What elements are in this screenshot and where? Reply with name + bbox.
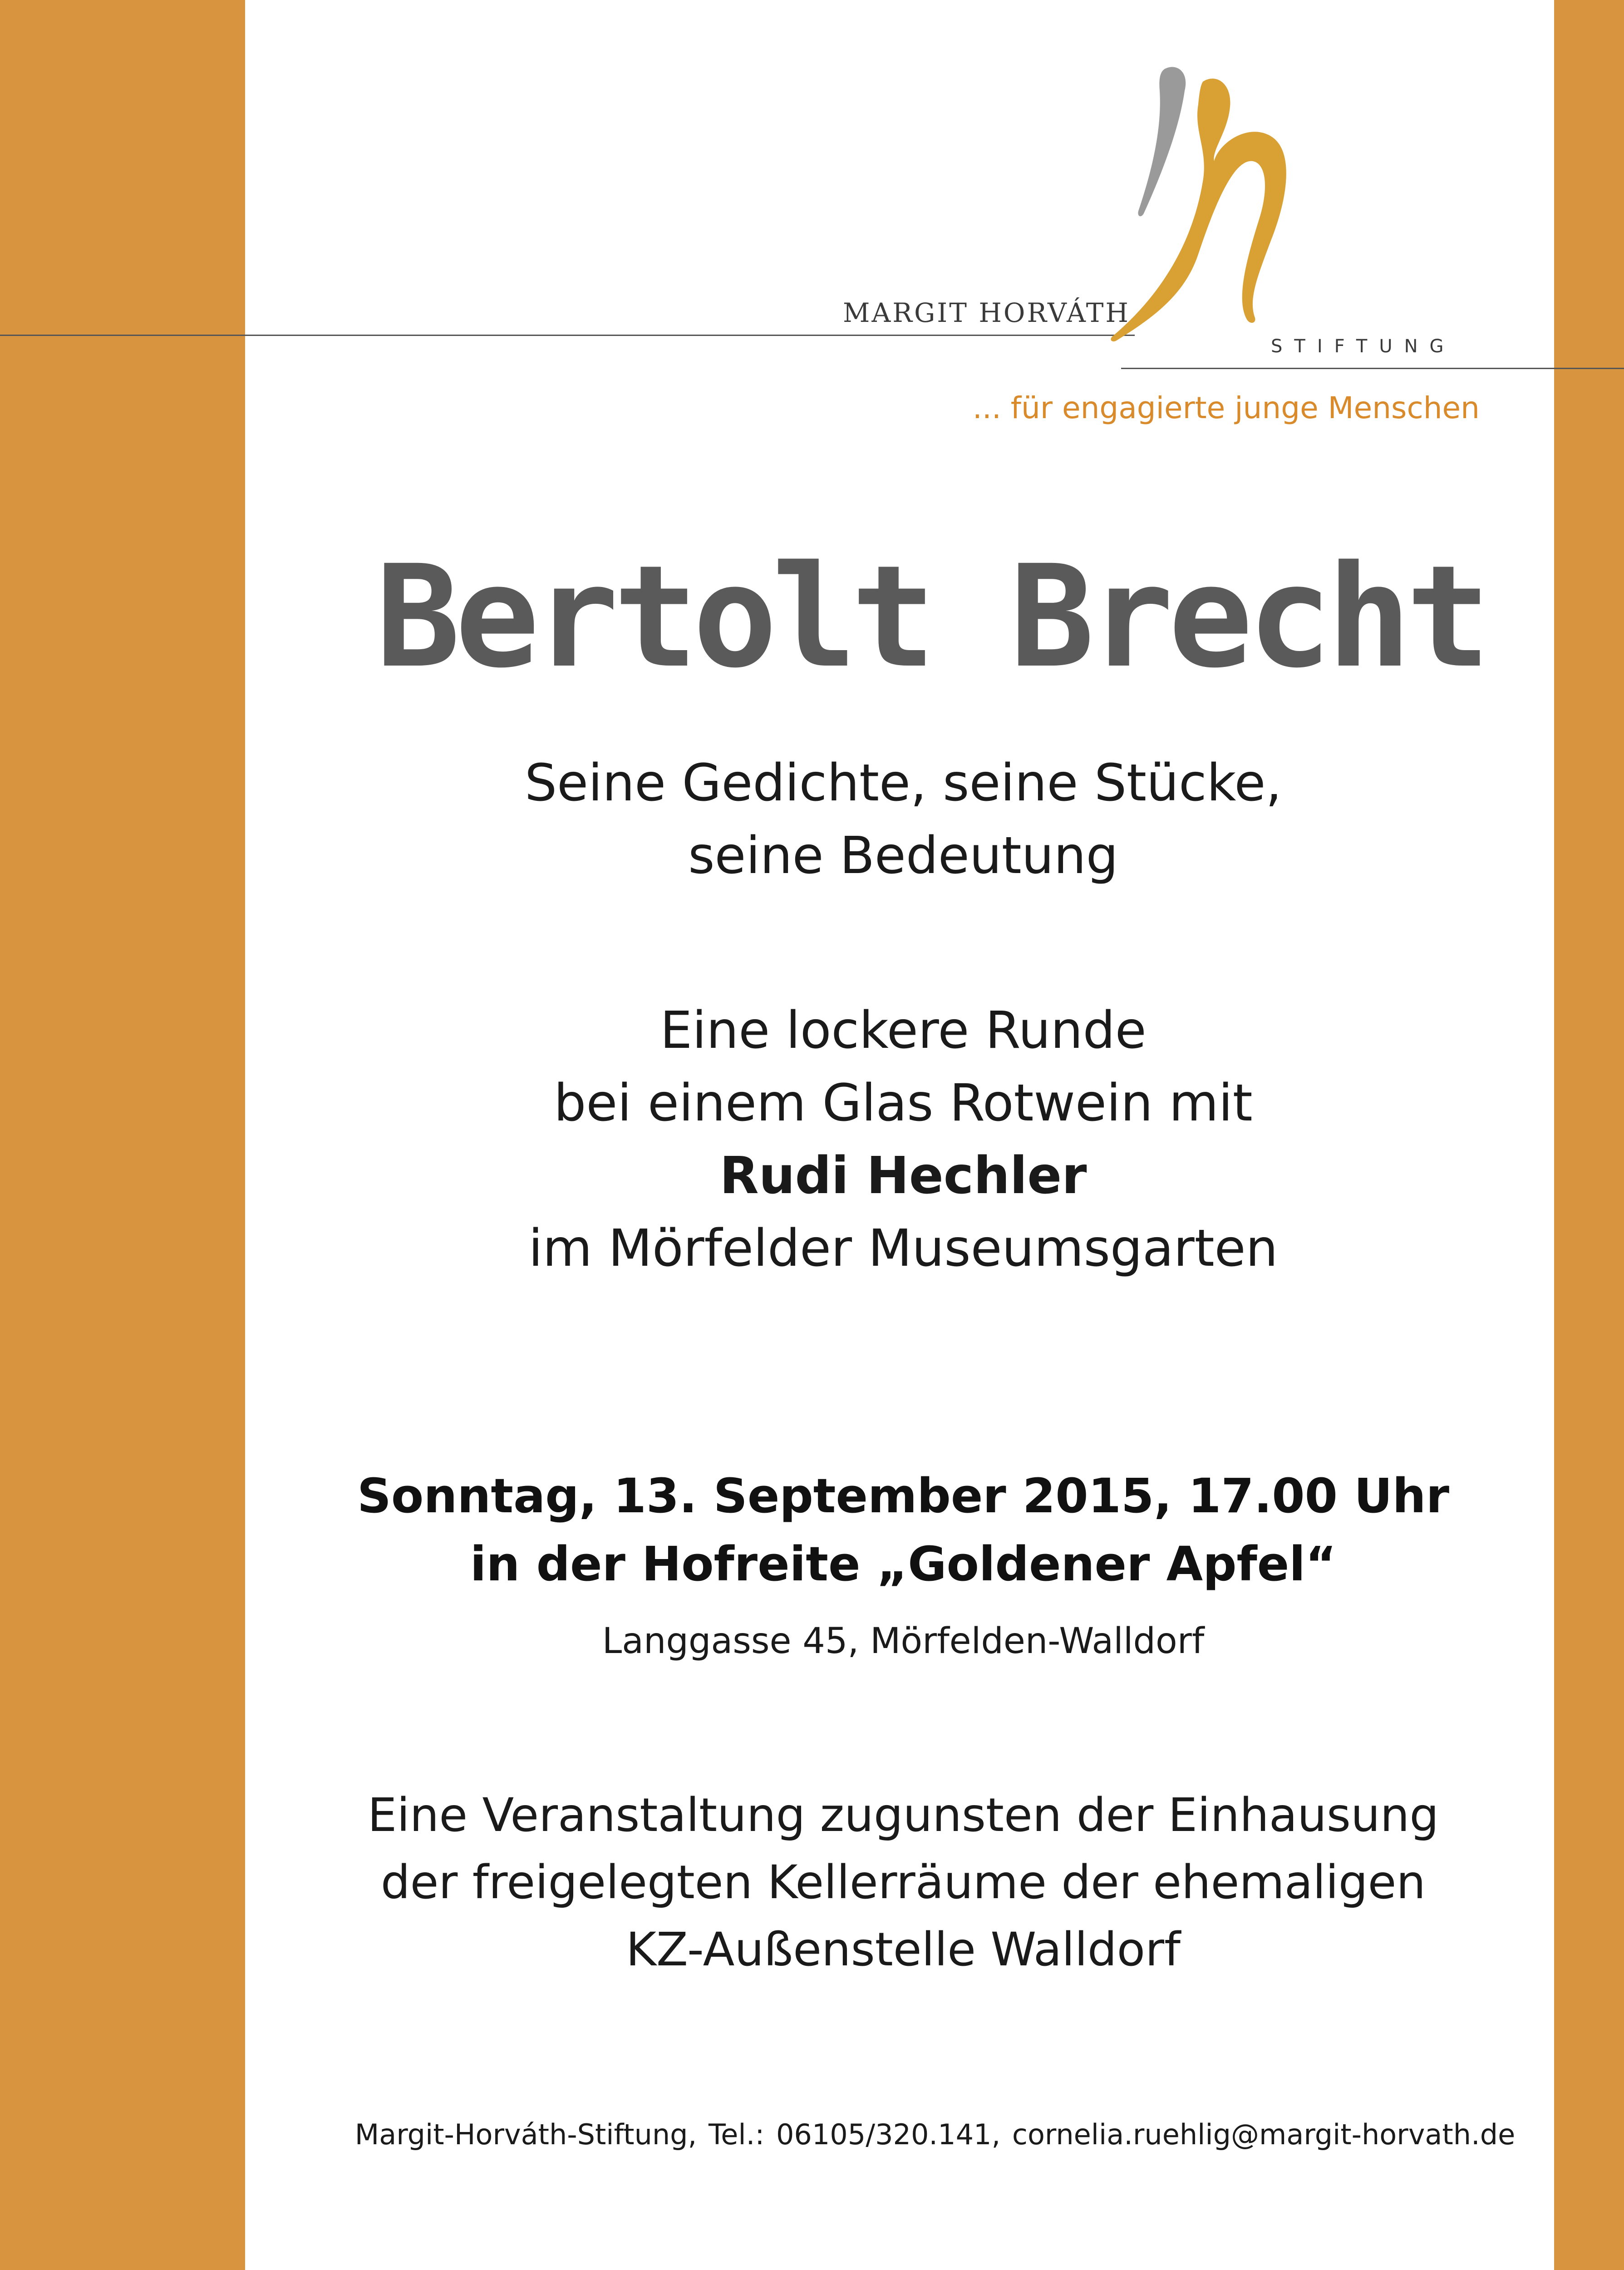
foundation-logo-mark	[1098, 64, 1353, 372]
purpose-line: Eine Veranstaltung zugunsten der Einhausung	[367, 1788, 1439, 1842]
subtitle-line: Seine Gedichte, seine Stücke,	[525, 754, 1282, 813]
event-host: Rudi Hechler	[719, 1146, 1087, 1205]
logo-divider-line	[0, 335, 1135, 336]
purpose-line: der freigelegten Kellerräume der ehemaligen	[380, 1855, 1426, 1910]
event-line: Eine lockere Runde	[660, 1001, 1147, 1060]
event-purpose	[254, 1782, 1552, 1984]
foundation-tagline: ... für engagierte junge Menschen	[972, 390, 1480, 425]
right-accent-bar	[1554, 0, 1624, 2270]
footer-phone: Tel.: 06105/320.141,	[708, 2118, 1001, 2151]
purpose-line: KZ-Außenstelle Walldorf	[626, 1923, 1181, 1977]
footer-org: Margit-Horváth-Stiftung,	[354, 2118, 697, 2151]
poster-title: Bertolt Brecht	[375, 535, 1486, 699]
event-address: Langgasse 45, Mörfelden-Walldorf	[602, 1621, 1205, 1662]
event-date-venue	[254, 1462, 1552, 1598]
logo-gold-stroke	[1111, 79, 1286, 341]
subtitle-line: seine Bedeutung	[688, 826, 1118, 885]
event-line: im Mörfelder Museumsgarten	[528, 1219, 1278, 1278]
left-accent-bar	[0, 0, 245, 2270]
footer-email[interactable]: cornelia.ruehlig@margit-horvath.de	[1012, 2118, 1516, 2151]
foundation-name: MARGIT HORVÁTH	[843, 297, 1130, 328]
logo-grey-stroke	[1138, 67, 1186, 216]
contact-footer	[318, 2118, 1552, 2151]
event-date: Sonntag, 13. September 2015, 17.00 Uhr	[357, 1468, 1449, 1524]
event-line: bei einem Glas Rotwein mit	[554, 1074, 1253, 1133]
poster-subtitle	[254, 747, 1552, 892]
foundation-type: STIFTUNG	[1271, 336, 1456, 357]
event-description	[254, 994, 1552, 1285]
event-venue: in der Hofreite „Goldener Apfel“	[470, 1536, 1337, 1592]
